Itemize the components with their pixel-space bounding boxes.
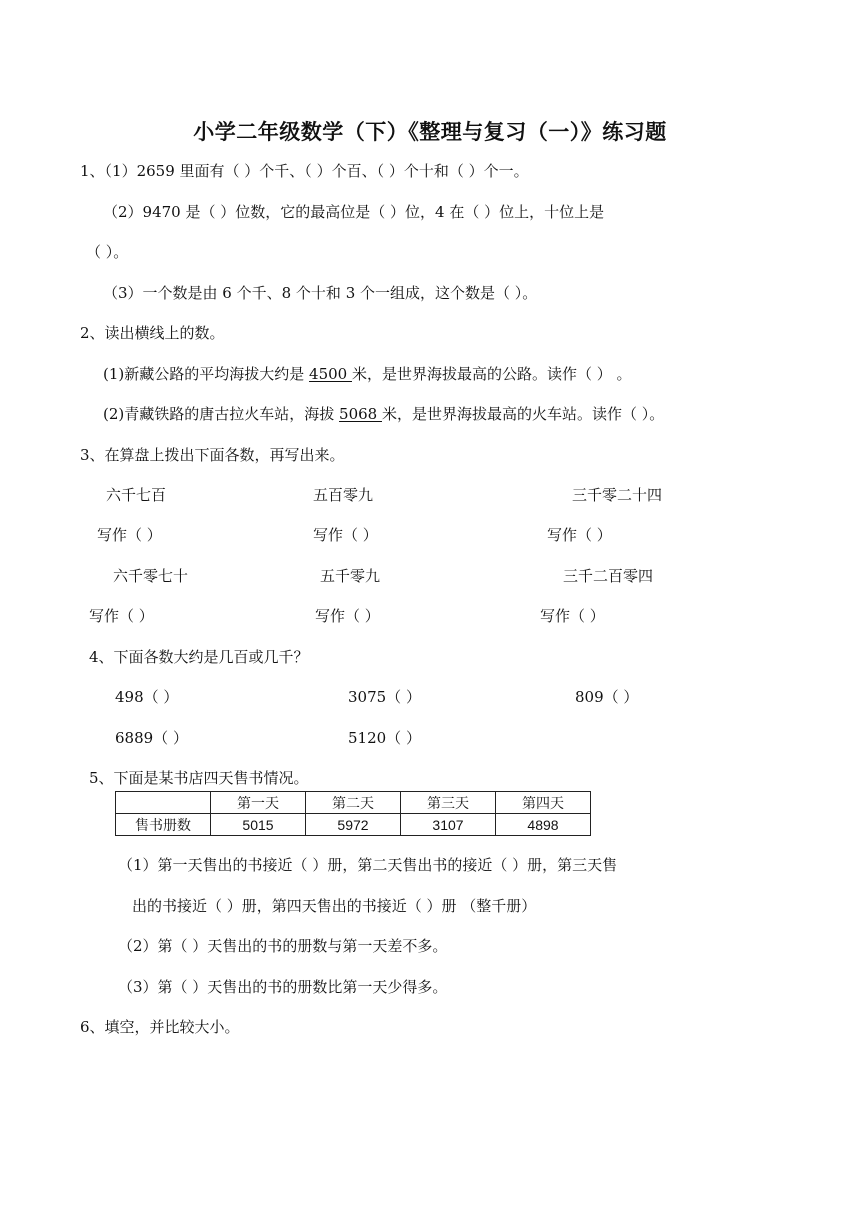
q4-estimate-item: 498（ ） (115, 688, 179, 706)
q3-number-word: 五千零九 (320, 567, 381, 585)
q2-s1-prefix: (1)新藏公路的平均海拔大约是 (103, 365, 310, 383)
q2-s1-suffix: 米，是世界海拔最高的公路。读作（ ） 。 (351, 365, 632, 383)
q1-line-2: （2）9470 是（ ）位数，它的最高位是（ ）位，4 在（ ）位上，十位上是 (103, 203, 605, 221)
q4-heading: 4、下面各数大约是几百或几千？ (89, 648, 309, 666)
q2-s2-prefix: (2)青藏铁路的唐古拉火车站，海拔 (103, 405, 340, 423)
table-header-row (116, 792, 591, 814)
q3-number-word: 三千零二十四 (572, 486, 663, 504)
q1-line-1: 1、（1）2659 里面有（ ）个千、（ ）个百、（ ）个十和（ ）个一。 (80, 162, 529, 180)
q3-write-blank: 写作（ ） (540, 607, 605, 625)
q2-sentence-1 (103, 364, 632, 384)
q2-heading: 2、读出横线上的数。 (80, 324, 225, 342)
q3-number-word: 六千七百 (106, 486, 167, 504)
table-header-cell: 第二天 (306, 792, 401, 814)
q3-heading: 3、在算盘上拨出下面各数，再写出来。 (80, 446, 345, 464)
q1-line-3: （ ）。 (86, 243, 129, 261)
table-row (116, 814, 591, 836)
q2-s1-number: 4500 (309, 365, 352, 383)
q5-sub-1-line-2: 出的书接近（ ）册，第四天售出的书接近（ ）册 （整千册） (132, 897, 537, 915)
q1-line-4: （3）一个数是由 6 个千、8 个十和 3 个一组成，这个数是（ ）。 (103, 284, 538, 302)
table-header-cell (116, 792, 211, 814)
q5-sub-3: （3）第（ ）天售出的书的册数比第一天少得多。 (118, 978, 448, 996)
q2-s2-suffix: 米，是世界海拔最高的火车站。读作（ ）。 (381, 405, 665, 423)
q5-sub-2: （2）第（ ）天售出的书的册数与第一天差不多。 (118, 937, 448, 955)
q2-s2-number: 5068 (339, 405, 382, 423)
q4-estimate-item: 5120（ ） (348, 729, 421, 747)
table-row-label: 售书册数 (116, 814, 211, 836)
table-cell: 5972 (306, 814, 401, 836)
q3-write-blank: 写作（ ） (89, 607, 154, 625)
q4-estimate-item: 6889（ ） (115, 729, 188, 747)
q2-sentence-2 (103, 404, 664, 424)
q3-number-word: 五百零九 (313, 486, 374, 504)
table-cell: 3107 (401, 814, 496, 836)
q3-number-word: 三千二百零四 (563, 567, 654, 585)
q3-number-word: 六千零七十 (113, 567, 189, 585)
table-header-cell: 第三天 (401, 792, 496, 814)
table-cell: 4898 (496, 814, 591, 836)
q4-estimate-item: 809（ ） (575, 688, 639, 706)
table-header-cell: 第一天 (211, 792, 306, 814)
q4-estimate-item: 3075（ ） (348, 688, 421, 706)
table-cell: 5015 (211, 814, 306, 836)
page-title: 小学二年级数学（下）《整理与复习（一）》练习题 (193, 120, 667, 144)
q3-write-blank: 写作（ ） (315, 607, 380, 625)
table-header-cell: 第四天 (496, 792, 591, 814)
sales-table (115, 791, 591, 836)
q3-write-blank: 写作（ ） (97, 526, 162, 544)
q6-heading: 6、填空，并比较大小。 (80, 1018, 240, 1036)
q3-write-blank: 写作（ ） (313, 526, 378, 544)
q3-write-blank: 写作（ ） (547, 526, 612, 544)
q5-heading: 5、下面是某书店四天售书情况。 (89, 769, 309, 787)
q5-sub-1-line-1: （1）第一天售出的书接近（ ）册，第二天售出书的接近（ ）册，第三天售 (118, 856, 618, 874)
